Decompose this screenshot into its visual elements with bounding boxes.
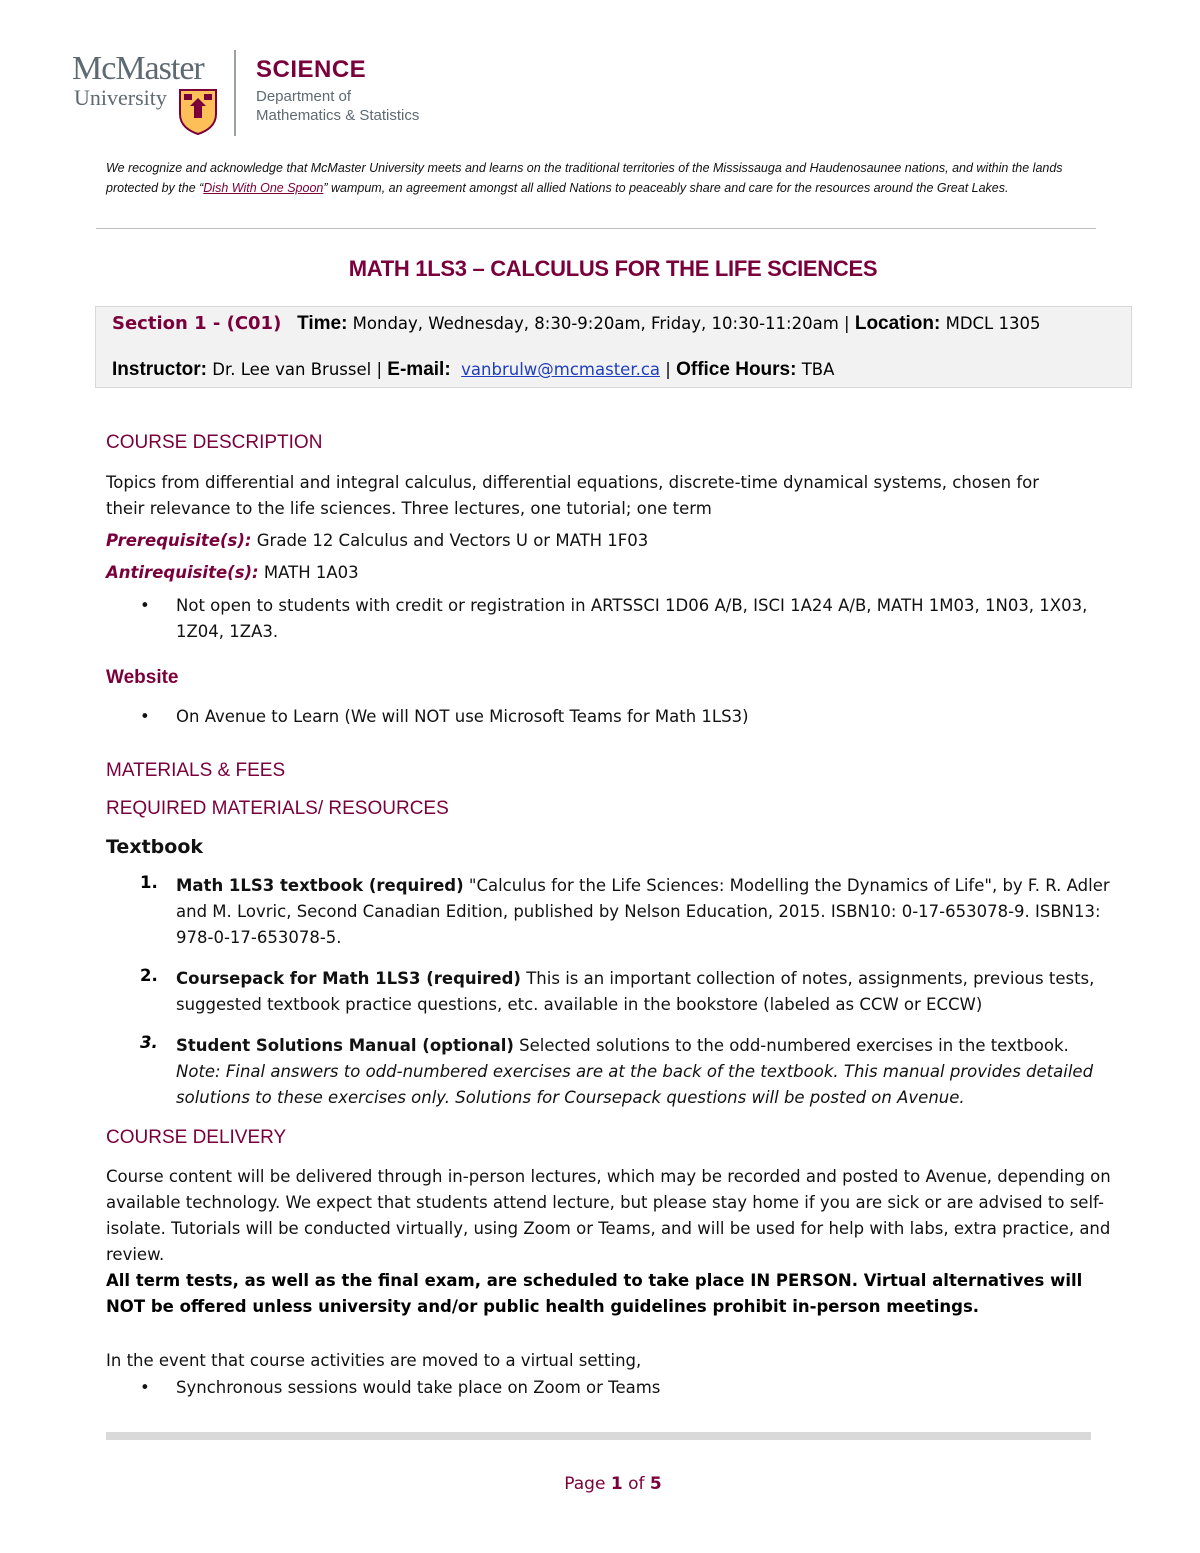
location-label: Location: bbox=[854, 313, 941, 334]
info-row-schedule bbox=[112, 313, 1041, 335]
land-acknowledgement bbox=[106, 158, 1106, 198]
email-link[interactable]: vanbrulw@mcmaster.ca bbox=[461, 360, 661, 379]
separator: | bbox=[844, 314, 850, 333]
time-value: Monday, Wednesday, 8:30-9:20am, Friday, 10:30-11:20am bbox=[352, 314, 839, 333]
ack-text-2: ” wampum, an agreement amongst all allied Nations to peaceably share and care for the resources around the Great Lakes. bbox=[323, 181, 1009, 195]
page-word: Page bbox=[564, 1474, 606, 1494]
header-divider bbox=[96, 228, 1096, 229]
logo-dept-line1: Department of bbox=[256, 88, 352, 105]
course-title: MATH 1LS3 – CALCULUS FOR THE LIFE SCIENCES bbox=[348, 256, 878, 281]
ack-text-1: We recognize and acknowledge that McMaster University meets and learns on the traditional territories of the Mississauga and Haudenosaunee nations, and within the lands protected by the “ bbox=[106, 161, 1063, 195]
in-person-exam-note: All term tests, as well as the final exam, are scheduled to take place IN PERSON. Virtual alternatives will NOT be offered unless university and/or public health guidelines prohibit in-person meetings. bbox=[106, 1271, 1083, 1316]
of-word: of bbox=[628, 1474, 645, 1494]
material-item-1-title: Math 1LS3 textbook (required) bbox=[176, 876, 464, 895]
virtual-bullet-text: Synchronous sessions would take place on Zoom or Teams bbox=[176, 1378, 661, 1397]
material-item-1-text: "Calculus for the Life Sciences: Modelling the Dynamics of Life", by F. R. Adler and M. Lovric, Second Canadian Edition, published by Nelson Education, 2015. ISBN10: 0-17-653078-9. ISBN13: 978-0-17-653078-5. bbox=[176, 876, 1110, 947]
logo-dept-line2: Mathematics & Statistics bbox=[256, 107, 420, 124]
separator: | bbox=[376, 360, 383, 379]
page-current: 1 bbox=[610, 1474, 623, 1494]
course-delivery-heading: COURSE DELIVERY bbox=[106, 1127, 287, 1148]
prerequisite-line bbox=[106, 528, 1116, 554]
course-description-line1: Topics from differential and integral calculus, differential equations, discrete-time dynamical systems, chosen for bbox=[106, 473, 1040, 492]
material-item-1 bbox=[176, 873, 1121, 951]
logo-mcmaster-text: McMaster bbox=[72, 50, 204, 87]
prerequisite-label: Prerequisite(s): bbox=[106, 531, 252, 550]
course-description-line2: their relevance to the life sciences. Three lectures, one tutorial; one term bbox=[106, 499, 712, 518]
course-description-heading: COURSE DESCRIPTION bbox=[106, 432, 323, 453]
instructor-label: Instructor: bbox=[112, 359, 207, 380]
bullet-dot: • bbox=[140, 707, 150, 726]
prerequisite-value: Grade 12 Calculus and Vectors U or MATH 1F03 bbox=[256, 531, 649, 550]
item-number-2: 2. bbox=[140, 966, 158, 985]
office-hours-label: Office Hours: bbox=[676, 359, 797, 380]
instructor-value: Dr. Lee van Brussel bbox=[212, 360, 372, 379]
course-delivery-paragraph: Course content will be delivered through in-person lectures, which may be recorded and posted to Avenue, depending on available technology. We expect that students attend lecture, but please stay home if you are sick or are advised to self-isolate. Tutorials will be conducted virtually, using Zoom or Teams, and will be used for help with labs, extra practice, and review. bbox=[106, 1167, 1111, 1264]
material-item-3 bbox=[176, 1033, 1121, 1111]
time-label: Time: bbox=[297, 313, 348, 334]
materials-heading: MATERIALS & FEES bbox=[106, 760, 286, 781]
material-item-3-text: Selected solutions to the odd-numbered exercises in the textbook. bbox=[513, 1036, 1069, 1055]
antirequisite-label: Antirequisite(s): bbox=[106, 563, 259, 582]
logo-divider bbox=[234, 50, 236, 136]
logo-university-text: University bbox=[74, 85, 167, 110]
bullet-dot: • bbox=[140, 596, 150, 615]
footer-divider bbox=[106, 1432, 1091, 1440]
bullet-dot: • bbox=[140, 1378, 150, 1397]
item-number-3: 3. bbox=[140, 1033, 158, 1052]
dish-with-one-spoon-link[interactable]: Dish With One Spoon bbox=[203, 181, 324, 195]
required-materials-heading: REQUIRED MATERIALS/ RESOURCES bbox=[106, 798, 449, 819]
item-number-1: 1. bbox=[140, 873, 158, 892]
antirequisite-line bbox=[106, 560, 1116, 586]
material-item-3-note: Note: Final answers to odd-numbered exercises are at the back of the textbook. This manual provides detailed solutions to these exercises only. Solutions for Coursepack questions will be posted on Avenue. bbox=[176, 1062, 1094, 1107]
info-row-instructor bbox=[112, 359, 834, 381]
virtual-setting-intro: In the event that course activities are moved to a virtual setting, bbox=[106, 1351, 642, 1370]
course-info-box bbox=[95, 306, 1132, 388]
textbook-heading: Textbook bbox=[106, 836, 204, 858]
separator: | bbox=[665, 360, 671, 379]
section-label: Section 1 - (C01) bbox=[112, 313, 282, 334]
website-bullet-text: On Avenue to Learn (We will NOT use Microsoft Teams for Math 1LS3) bbox=[176, 707, 749, 726]
antirequisite-bullet-text: Not open to students with credit or registration in ARTSSCI 1D06 A/B, ISCI 1A24 A/B, MATH 1M03, 1N03, 1X03, 1Z04, 1ZA3. bbox=[176, 596, 1088, 641]
antirequisite-value: MATH 1A03 bbox=[263, 563, 359, 582]
mcmaster-logo bbox=[72, 50, 452, 140]
page-number bbox=[0, 1474, 1200, 1494]
material-item-3-title: Student Solutions Manual (optional) bbox=[176, 1036, 514, 1055]
page-total: 5 bbox=[649, 1474, 662, 1494]
material-item-2-title: Coursepack for Math 1LS3 (required) bbox=[176, 969, 521, 988]
material-item-2 bbox=[176, 966, 1121, 1018]
office-hours-value: TBA bbox=[801, 360, 835, 379]
location-value: MDCL 1305 bbox=[945, 314, 1041, 333]
crest-icon bbox=[178, 88, 218, 136]
email-label: E-mail: bbox=[387, 359, 451, 380]
material-item-2-text: This is an important collection of notes, assignments, previous tests, suggested textbook practice questions, etc. available in the bookstore (labeled as CCW or ECCW) bbox=[176, 969, 1095, 1014]
logo-science-text: SCIENCE bbox=[256, 56, 367, 83]
website-heading: Website bbox=[106, 667, 179, 688]
